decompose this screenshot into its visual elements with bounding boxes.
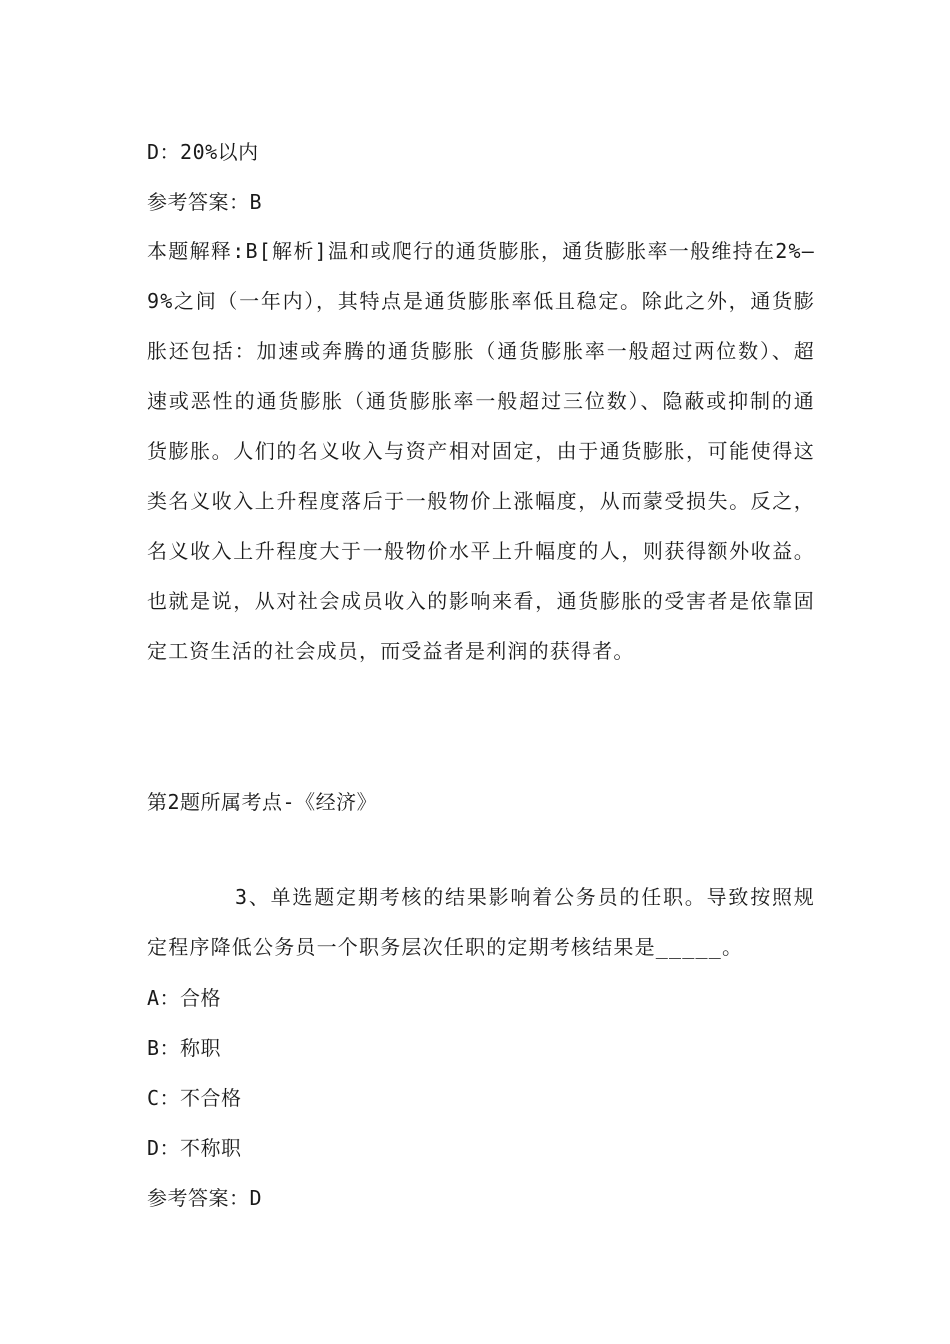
q3-option-a: A：合格	[147, 986, 222, 1010]
q3-option-b: B：称职	[147, 1036, 222, 1060]
q1-explanation: 本题解释:B[解析]温和或爬行的通货膨胀，通货膨胀率一般维持在2%—9%之间（一年内），其特点是通货膨胀率低且稳定。除此之外，通货膨胀还包括：加速或奔腾的通货膨胀（通货膨胀率一般超过两位数）、超速或恶性的通货膨胀（通货膨胀率一般超过三位数）、隐蔽或抑制的通货膨胀。人们的名义收入与资产相对固定，由于通货膨胀，可能使得这类名义收入上升程度落后于一般物价上涨幅度，从而蒙受损失。反之，名义收入上升程度大于一般物价水平上升幅度的人，则获得额外收益。也就是说，从对社会成员收入的影响来看，通货膨胀的受害者是依靠固定工资生活的社会成员，而受益者是利润的获得者。	[147, 239, 815, 663]
q3-option-c: C：不合格	[147, 1086, 242, 1110]
q3-option-d: D：不称职	[147, 1136, 242, 1160]
q2-topic: 第2题所属考点-《经济》	[147, 790, 378, 814]
q3-stem: 3、单选题定期考核的结果影响着公务员的任职。导致按照规定程序降低公务员一个职务层次任职的定期考核结果是_____。	[147, 885, 815, 959]
q3-answer: 参考答案：D	[147, 1186, 263, 1210]
q1-answer: 参考答案：B	[147, 190, 263, 214]
q1-option-d: D：20%以内	[147, 140, 259, 164]
